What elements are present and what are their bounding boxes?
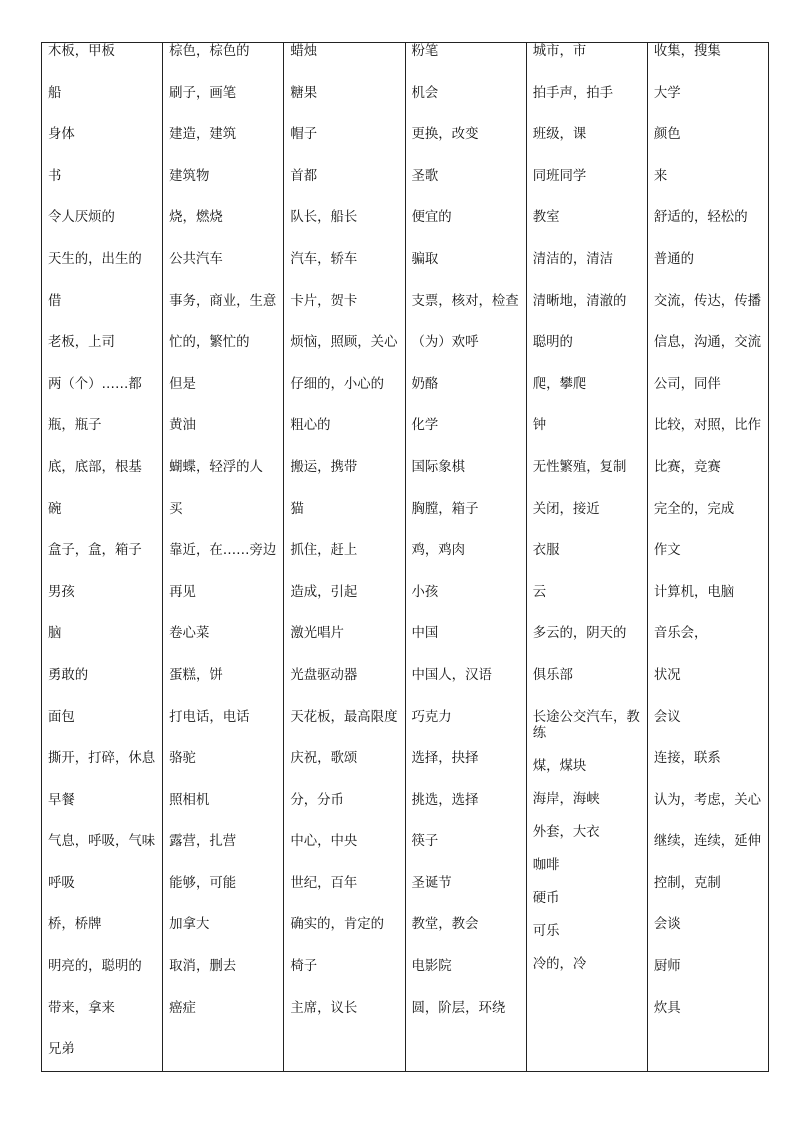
vocabulary-table [41, 42, 769, 1072]
word-entry: 机会 [411, 85, 439, 101]
word-entry: 海岸，海峡 [532, 791, 600, 807]
word-entry: 信息，沟通，交流 [653, 335, 761, 351]
word-entry: 建筑物 [169, 168, 210, 184]
word-entry: 状况 [653, 667, 681, 683]
word-entry: 关闭，接近 [532, 501, 600, 517]
word-entry: 舒适的，轻松的 [653, 210, 748, 226]
word-entry: 勇敢的 [48, 667, 89, 683]
word-entry: 中国 [411, 626, 439, 642]
word-entry: 卷心菜 [169, 626, 210, 642]
word-entry: 蝴蝶，轻浮的人 [169, 459, 263, 475]
word-entry: 书 [48, 168, 62, 184]
word-entry: 班级，课 [532, 127, 587, 143]
word-entry: 底，底部，根基 [48, 459, 142, 475]
word-entry: 棕色，棕色的 [169, 44, 250, 59]
word-entry: 露营，扎营 [169, 834, 237, 850]
word-entry: 爬，攀爬 [532, 376, 587, 392]
word-entry: 圣歌 [411, 168, 439, 184]
word-entry: 咖啡 [532, 857, 560, 873]
word-entry: 煤，煤块 [532, 758, 587, 774]
word-entry: 云 [532, 584, 547, 600]
word-entry: 拍手声，拍手 [532, 85, 614, 101]
word-entry: 靠近，在……旁边 [169, 543, 277, 559]
word-entry: 忙的，繁忙的 [169, 335, 250, 351]
word-entry: 蜡烛 [290, 44, 318, 59]
word-entry: 确实的，肯定的 [290, 917, 385, 933]
word-entry: 聪明的 [532, 335, 573, 351]
word-entry: 气息，呼吸，气味 [48, 834, 156, 850]
word-entry: 汽车，轿车 [290, 251, 358, 267]
word-entry: 城市，市 [532, 44, 587, 59]
word-entry: 作文 [653, 543, 681, 559]
word-entry: 带来，拿来 [48, 1000, 115, 1016]
word-entry: 教堂，教会 [411, 917, 479, 933]
word-entry: 取消，删去 [169, 959, 237, 975]
word-entry: 卡片，贺卡 [290, 293, 358, 309]
column-2 [163, 43, 284, 1071]
word-entry: 脑 [48, 626, 62, 642]
word-entry: 庆祝，歌颂 [290, 751, 358, 767]
word-entry: 冷的，冷 [532, 956, 587, 972]
column-5 [527, 43, 648, 1071]
word-entry: 完全的，完成 [653, 501, 735, 517]
word-entry: （为）欢呼 [411, 335, 479, 351]
word-entry: 搬运，携带 [290, 459, 358, 475]
word-entry: 老板，上司 [48, 335, 115, 351]
word-entry: 面包 [48, 709, 75, 725]
word-entry: 烧，燃烧 [169, 210, 223, 226]
word-entry: 木板，甲板 [48, 44, 115, 59]
word-entry: 中心，中央 [290, 834, 358, 850]
word-entry: 外套，大衣 [532, 824, 600, 840]
word-entry: 建造，建筑 [169, 127, 237, 143]
word-entry: 多云的，阴天的 [532, 626, 627, 642]
word-entry: 椅子 [290, 959, 318, 975]
column-6 [648, 43, 768, 1071]
word-entry: 但是 [169, 376, 196, 392]
word-entry: 会议 [653, 709, 681, 725]
column-1 [42, 43, 163, 1071]
word-entry: 便宜的 [411, 210, 452, 226]
word-entry: 造成，引起 [290, 584, 358, 600]
word-entry: 音乐会， [653, 626, 708, 642]
word-entry: 奶酪 [411, 376, 439, 392]
word-entry: 圆，阶层，环绕 [411, 1000, 506, 1016]
word-entry: 男孩 [48, 584, 75, 600]
word-entry: 认为，考虑，关心 [653, 792, 761, 808]
word-entry: 刷子，画笔 [169, 85, 237, 101]
word-entry: 呼吸 [48, 875, 75, 891]
word-entry: 大学 [653, 85, 681, 101]
word-entry: 来 [653, 168, 668, 184]
word-entry: 事务，商业，生意 [169, 293, 277, 309]
word-entry: 仔细的，小心的 [290, 376, 385, 392]
word-entry: 筷子 [411, 834, 439, 850]
word-entry: 天花板，最高限度 [290, 709, 398, 725]
word-entry: 身体 [48, 127, 75, 143]
word-entry: 炊具 [653, 1000, 681, 1016]
word-entry: 挑选，选择 [411, 792, 479, 808]
word-entry: 两（个）……都 [48, 376, 142, 392]
word-entry: 兄弟 [48, 1042, 75, 1058]
word-entry: 比较，对照，比作 [653, 418, 761, 434]
word-entry: 盒子，盒，箱子 [48, 543, 142, 559]
word-entry: 明亮的，聪明的 [48, 959, 142, 975]
word-entry: 烦恼，照顾，关心 [290, 335, 398, 351]
word-entry: 连接，联系 [653, 751, 721, 767]
word-entry: 抓住，赶上 [290, 543, 358, 559]
word-entry: 国际象棋 [411, 459, 466, 475]
word-entry: 能够，可能 [169, 875, 237, 891]
word-entry: 教室 [532, 210, 560, 226]
word-entry: 颜色 [653, 127, 681, 143]
word-entry: 粗心的 [290, 418, 331, 434]
word-entry: 光盘驱动器 [290, 667, 358, 683]
word-entry: 帽子 [290, 127, 318, 143]
word-entry: 化学 [411, 418, 439, 434]
word-entry: 继续，连续，延伸 [653, 834, 761, 850]
word-entry: 会谈 [653, 917, 681, 933]
word-entry: 令人厌烦的 [48, 210, 115, 226]
word-entry: 交流，传达，传播 [653, 293, 761, 309]
word-entry: 清洁的，清洁 [532, 251, 614, 267]
word-entry: 普通的 [653, 251, 695, 267]
word-entry: 长途公交汽车，教练 [532, 709, 640, 741]
word-entry: 激光唱片 [290, 626, 344, 642]
word-entry: 控制，克制 [653, 875, 721, 891]
word-entry: 巧克力 [411, 709, 452, 725]
word-entry: 船 [48, 85, 62, 101]
word-entry: 计算机，电脑 [653, 584, 735, 600]
column-3 [284, 43, 405, 1071]
word-entry: 撕开，打碎，休息 [48, 751, 156, 767]
word-entry: 打电话，电话 [169, 709, 250, 725]
word-entry: 骆驼 [169, 751, 196, 767]
word-entry: 胸膛，箱子 [411, 501, 479, 517]
word-entry: 圣诞节 [411, 875, 452, 891]
word-entry: 猫 [290, 501, 304, 517]
word-entry: 厨师 [653, 959, 681, 975]
word-entry: 借 [48, 293, 62, 309]
word-entry: 队长，船长 [290, 210, 358, 226]
word-entry: 公共汽车 [169, 251, 223, 267]
word-entry: 钟 [532, 418, 547, 434]
word-entry: 主席，议长 [290, 1000, 358, 1016]
word-entry: 瓶，瓶子 [48, 418, 102, 434]
word-entry: 支票，核对，检查 [411, 293, 519, 309]
word-entry: 衣服 [532, 543, 560, 559]
word-entry: 照相机 [169, 792, 210, 808]
word-entry: 糖果 [290, 85, 318, 101]
word-entry: 同班同学 [532, 168, 587, 184]
word-entry: 粉笔 [411, 44, 439, 59]
word-entry: 天生的，出生的 [48, 251, 142, 267]
word-entry: 早餐 [48, 792, 75, 808]
word-entry: 无性繁殖，复制 [532, 459, 627, 475]
word-entry: 俱乐部 [532, 667, 573, 683]
word-entry: 世纪，百年 [290, 875, 358, 891]
word-entry: 选择，抉择 [411, 751, 479, 767]
word-entry: 比赛，竞赛 [653, 459, 721, 475]
word-entry: 骗取 [411, 251, 439, 267]
word-entry: 清晰地，清澈的 [532, 293, 627, 309]
word-entry: 桥，桥牌 [48, 917, 102, 933]
word-entry: 加拿大 [169, 917, 210, 933]
word-entry: 黄油 [169, 418, 196, 434]
word-entry: 中国人，汉语 [411, 667, 492, 683]
word-entry: 电影院 [411, 959, 452, 975]
word-entry: 小孩 [411, 584, 439, 600]
word-entry: 硬币 [532, 890, 560, 906]
word-entry: 公司，同伴 [653, 376, 721, 392]
word-entry: 鸡，鸡肉 [411, 543, 466, 559]
word-entry: 分，分币 [290, 792, 344, 808]
word-entry: 收集，搜集 [653, 44, 721, 59]
word-entry: 蛋糕，饼 [169, 667, 223, 683]
column-4 [406, 43, 527, 1071]
word-entry: 癌症 [169, 1000, 196, 1016]
word-entry: 更换，改变 [411, 127, 479, 143]
word-entry: 碗 [48, 501, 62, 517]
word-entry: 买 [169, 501, 183, 517]
word-entry: 再见 [169, 584, 196, 600]
word-entry: 首都 [290, 168, 318, 184]
word-entry: 可乐 [532, 923, 560, 939]
